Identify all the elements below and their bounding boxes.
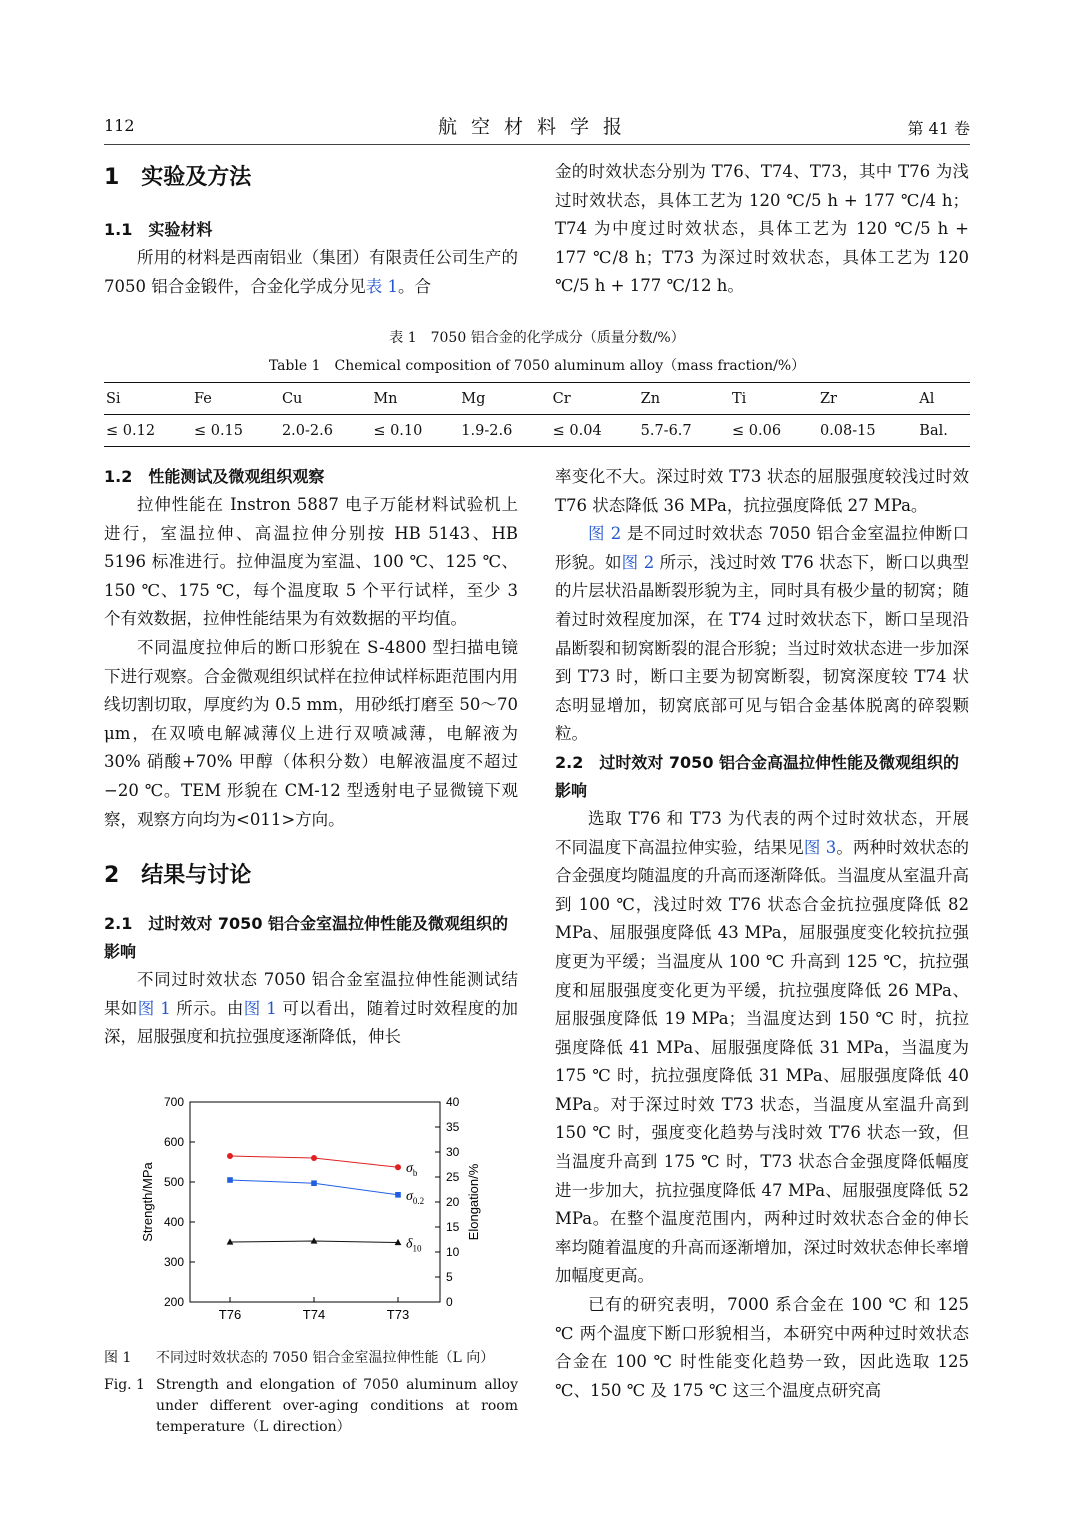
page-header [104, 112, 970, 145]
y2-tick-label: 25 [446, 1170, 460, 1184]
paragraph-previous-research: 已有的研究表明，7000 系合金在 100 ℃ 和 125 ℃ 两个温度下断口形貌相当，本研究中两种过时效状态合金在 100 ℃ 时性能变化趋势一致，因此选取 125 ℃、150 ℃ 及 175 ℃ 这三个温度点研究高 [555, 1295, 969, 1400]
paragraph-text: 可以看出，随着过时效程度的加深，屈服强度和抗拉强度逐渐降低，伸长 [104, 998, 519, 1047]
left-column-body [104, 463, 518, 1052]
paragraph-text: 选取 T76 和 T73 为代表的两个过时效状态，开展不同温度下高温拉伸实验，结果见 [555, 808, 969, 857]
y2-tick-label: 30 [446, 1145, 460, 1159]
section-1-title: 1 实验及方法 [104, 165, 252, 190]
y-tick-label: 700 [163, 1095, 184, 1109]
series-label: $\delta_{10}$ [406, 1236, 422, 1254]
table-header-cell: Si [106, 390, 121, 407]
data-point [311, 1180, 317, 1186]
right-column-top [555, 158, 969, 301]
figure-caption-text: Strength and elongation of 7050 aluminum alloy under different over-aging conditions at room temperature（L direction） [156, 1377, 518, 1435]
x-tick-label: T76 [218, 1307, 242, 1322]
data-point [311, 1237, 318, 1243]
paragraph-text: 。合 [398, 276, 431, 296]
table-cell: 0.08-15 [819, 422, 876, 439]
chemical-composition-table [104, 382, 970, 447]
y2-tick-label: 10 [446, 1245, 460, 1259]
table-header-cell: Fe [193, 390, 212, 407]
paragraph-text: 是不同过时效状态 7050 铝合金室温拉伸断口形貌。如 [555, 524, 969, 572]
figure-2-link[interactable]: 图 2 [588, 524, 622, 544]
paragraph-aging-states: 金的时效状态分别为 T76、T74、T73，其中 T76 为浅过时效状态，具体工艺为 120 ℃/5 h + 177 ℃/4 h；T74 为中度过时效状态，具体工艺为 120 ℃/5 h + 177 ℃/8 h；T73 为深过时效状态，具体工艺为 120 ℃/5 h + 177 ℃/12 h。 [555, 162, 969, 296]
figure-label: 图 1 [104, 1350, 132, 1366]
figure-1-link[interactable]: 图 1 [243, 998, 277, 1018]
table-cell: 1.9-2.6 [461, 422, 513, 439]
data-point [311, 1155, 317, 1161]
data-point [227, 1153, 233, 1159]
subsection-2-2-title: 2.2 过时效对 7050 铝合金高温拉伸性能及微观组织的影响 [555, 752, 960, 800]
data-point [395, 1164, 401, 1170]
y-tick-label: 200 [163, 1295, 184, 1309]
table-1-link[interactable]: 表 1 [365, 276, 398, 296]
table-1-caption-cn: 表 1 7050 铝合金的化学成分（质量分数/%） [389, 330, 685, 346]
paragraph-text: 所用的材料是西南铝业（集团）有限责任公司生产的 7050 铝合金锻件，合金化学成分见 [104, 248, 518, 296]
table-header-cell: Zn [640, 390, 661, 407]
table-cell: Bal. [919, 422, 948, 439]
subsection-1-2-title: 1.2 性能测试及微观组织观察 [104, 467, 325, 486]
table-cell: ≤ 0.12 [106, 422, 156, 439]
table-header-cell: Zr [819, 390, 837, 407]
x-tick-label: T74 [302, 1307, 326, 1322]
volume-number: 第 41 卷 [907, 119, 970, 138]
y-axis-label: Strength/MPa [140, 1162, 155, 1242]
paragraph-elongation: 率变化不大。深过时效 T73 状态的屈服强度较浅过时效 T76 状态降低 36 MPa，抗拉强度降低 27 MPa。 [555, 467, 969, 515]
right-column-body [555, 463, 969, 1405]
table-cell: ≤ 0.04 [552, 422, 602, 439]
subsection-2-1-title: 2.1 过时效对 7050 铝合金室温拉伸性能及微观组织的影响 [104, 914, 509, 962]
paragraph-text: 所示。由 [170, 998, 244, 1018]
y2-tick-label: 5 [446, 1270, 453, 1284]
table-header-cell: Al [919, 390, 935, 407]
x-tick-label: T73 [386, 1307, 410, 1322]
paragraph-fracture [555, 520, 969, 749]
table-cell: ≤ 0.15 [193, 422, 244, 439]
figure-label: Fig. 1 [104, 1377, 145, 1393]
series-label: $\sigma_b$ [406, 1161, 418, 1179]
y2-tick-label: 15 [446, 1220, 460, 1234]
paragraph-tensile-test: 拉伸性能在 Instron 5887 电子万能材料试验机上进行，室温拉伸、高温拉伸分别按 HB 5143、HB 5196 标准进行。拉伸温度为室温、100 ℃、125 ℃、150 ℃、175 ℃，每个温度取 5 个平行试样，至少 3 个有效数据，拉伸性能结果为有效数据的平均值。 [104, 495, 518, 629]
paragraph-microstructure: 不同温度拉伸后的断口形貌在 S-4800 型扫描电镜下进行观察。合金微观组织试样在拉伸试样标距范围内用线切割切取，厚度约为 0.5 mm，用砂纸打磨至 50～70 μm，在双喷电解减薄仪上进行双喷减薄，电解液为 30% 硝酸+70% 甲醇（体积分数）电解液温度不超过−20 ℃。TEM 形貌在 CM-12 型透射电子显微镜下观察，观察方向均为<011>方向。 [104, 637, 518, 829]
table-header-cell: Cu [281, 390, 303, 407]
plot-frame [190, 1102, 440, 1302]
page-number: 112 [104, 116, 135, 135]
y-tick-label: 400 [163, 1215, 184, 1229]
section-2-title: 2 结果与讨论 [104, 863, 252, 889]
y-tick-label: 300 [163, 1255, 184, 1269]
y-tick-label: 500 [163, 1175, 184, 1189]
y2-tick-label: 35 [446, 1120, 460, 1134]
table-header-row [104, 383, 970, 415]
series-label: $\sigma_{0.2}$ [406, 1188, 425, 1206]
table-cell: 5.7-6.7 [640, 422, 692, 439]
data-point [395, 1192, 401, 1198]
table-cell: 2.0-2.6 [281, 422, 333, 439]
table-cell: ≤ 0.06 [732, 422, 782, 439]
figure-2-link[interactable]: 图 2 [621, 552, 655, 572]
paragraph-text: 不同过时效状态 7050 铝合金室温拉伸性能测试结果如 [104, 970, 518, 1018]
subsection-1-1-title: 1.1 实验材料 [104, 220, 213, 239]
figure-1-caption-en [104, 1375, 518, 1438]
paragraph-materials [104, 244, 518, 301]
figure-1-link[interactable]: 图 1 [137, 998, 171, 1018]
table-row [104, 415, 970, 447]
figure-3-link[interactable]: 图 3 [803, 837, 837, 857]
data-point [227, 1177, 233, 1183]
table-cell: ≤ 0.10 [373, 422, 423, 439]
left-column-top [104, 160, 518, 301]
y2-axis-label: Elongation/% [466, 1163, 481, 1241]
table-header-cell: Ti [732, 390, 747, 407]
figure-1-caption-cn [104, 1348, 518, 1369]
y2-tick-label: 0 [446, 1295, 453, 1309]
chart-svg [130, 1090, 500, 1330]
figure-1-chart [130, 1090, 500, 1330]
paragraph-high-temp [555, 805, 969, 1291]
y2-tick-label: 20 [446, 1195, 460, 1209]
table-header-cell: Mn [373, 390, 398, 407]
table-1-caption-en: Table 1 Chemical composition of 7050 aluminum alloy（mass fraction/%） [268, 358, 806, 374]
paragraph-text: 。两种时效状态的合金强度均随温度的升高而逐渐降低。当温度从室温升高到 100 ℃，浅过时效 T76 状态合金抗拉强度降低 82 MPa、屈服强度降低 43 MPa，屈服强度变化较抗拉强度更为平缓；当温度从 100 ℃ 升高到 125 ℃，抗拉强度和屈服强度变化更为平缓，抗拉强度降低 26 MPa、屈服强度降低 19 MPa；当温度达到 150 ℃ 时，抗拉强度降低 41 MPa、屈服强度降低 31 MPa，当温度为 175 ℃ 时，抗拉强度降低 31 MPa、屈服强度降低 40 MPa。对于深过时效 T73 状态，当温度从室温升高到 150 ℃ 时，强度变化趋势与浅时效 T76 状态一致，但当温度升高到 175 ℃ 时，T73 状态合金强度降低幅度进一步加大，抗拉强度降低 47 MPa、屈服强度降低 52 MPa。在整个温度范围内，两种过时效状态合金的伸长率均随着温度的升高而逐渐增加，深过时效状态伸长率增加幅度更高。 [555, 837, 970, 1286]
paragraph-room-temp-results [104, 966, 518, 1052]
table-header-cell: Mg [461, 390, 486, 407]
figure-caption-text: 不同过时效状态的 7050 铝合金室温拉伸性能（L 向） [156, 1350, 495, 1366]
journal-title: 航空材料学报 [437, 116, 636, 138]
paragraph-text: 所示，浅过时效 T76 状态下，断口以典型的片层状沿晶断裂形貌为主，同时具有极少量的韧窝；随着过时效程度加深，在 T74 过时效状态下，断口呈现沿晶断裂和韧窝断裂的混合形貌；当过时效状态进一步加深到 T73 时，断口主要为韧窝断裂，韧窝深度较 T74 状态明显增加，韧窝底部可见与铝合金基体脱离的碎裂颗粒。 [555, 552, 969, 744]
y2-tick-label: 40 [446, 1095, 460, 1109]
y-tick-label: 600 [163, 1135, 184, 1149]
table-header-cell: Cr [552, 390, 571, 407]
